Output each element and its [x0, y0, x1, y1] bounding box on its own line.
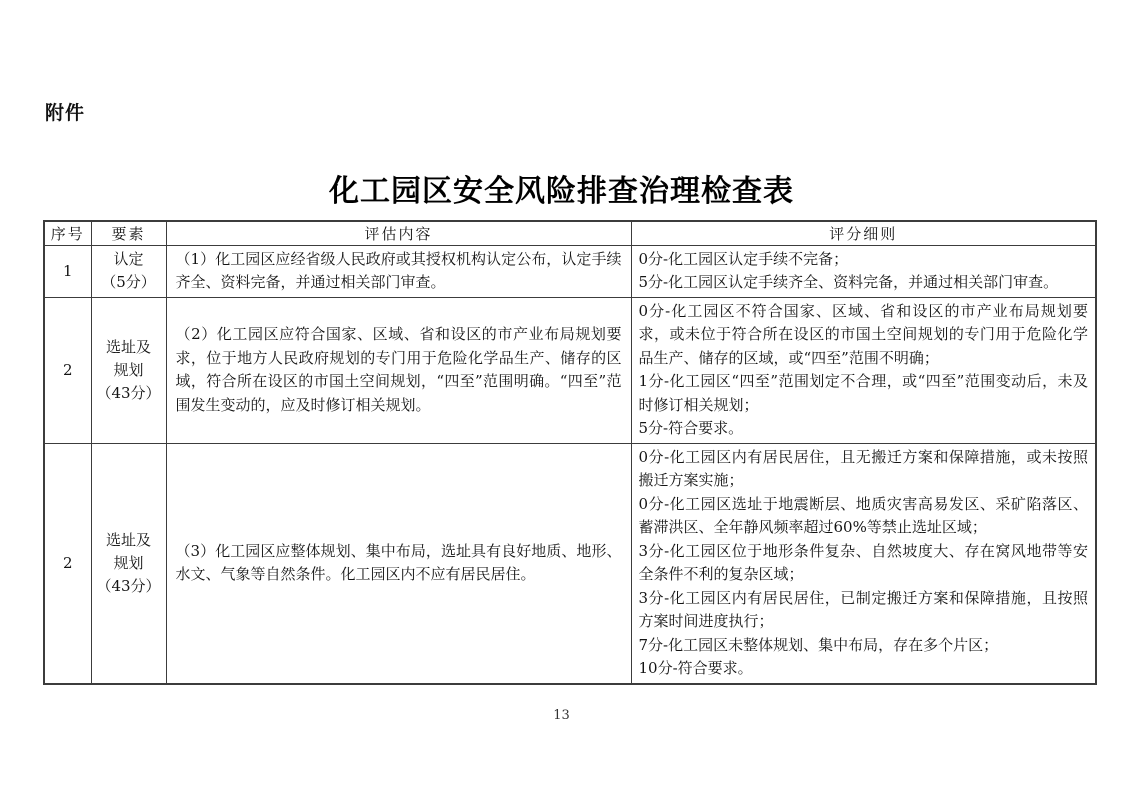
cell-assess-content: （1）化工园区应经省级人民政府或其授权机构认定公布，认定手续齐全、资料完备，并通过相关部门审查。 [166, 245, 631, 297]
page-number: 13 [553, 708, 570, 723]
cell-scoring-rules: 0分-化工园区不符合国家、区域、省和设区的市产业布局规划要求，或未位于符合所在设区的市国土空间规划的专门用于危险化学品生产、储存的区域，或“四至”范围不明确； 1分-化工园区“四至”范围划定不合理，或“四至”范围变动后，未及时修订相关规划； 5分-符合要求。 [631, 297, 1096, 443]
header-cell-element: 要素 [91, 221, 166, 245]
header-cell-content: 评估内容 [166, 221, 631, 245]
cell-assess-content: （2）化工园区应符合国家、区域、省和设区的市产业布局规划要求，位于地方人民政府规划的专门用于危险化学品生产、储存的区域，符合所在设区的市国土空间规划，“四至”范围明确。“四至”范围发生变动的，应及时修订相关规划。 [166, 297, 631, 443]
cell-scoring-rules: 0分-化工园区内有居民居住，且无搬迁方案和保障措施，或未按照搬迁方案实施； 0分-化工园区选址于地震断层、地质灾害高易发区、采矿陷落区、蓄滞洪区、全年静风频率超过60%等禁止选址区域； 3分-化工园区位于地形条件复杂、自然坡度大、存在窝风地带等安全条件不利的复杂区域； 3分-化工园区内有居民居住，已制定搬迁方案和保障措施，且按照方案时间进度执行； 7分-化工园区未整体规划、集中布局，存在多个片区； 10分-符合要求。 [631, 443, 1096, 684]
cell-element: 选址及 规划 （43分） [91, 443, 166, 684]
header-cell-rules: 评分细则 [631, 221, 1096, 245]
table-row [44, 245, 1096, 297]
table-header-row [44, 221, 1096, 245]
cell-assess-content: （3）化工园区应整体规划、集中布局，选址具有良好地质、地形、水文、气象等自然条件。化工园区内不应有居民居住。 [166, 443, 631, 684]
cell-scoring-rules: 0分-化工园区认定手续不完备； 5分-化工园区认定手续齐全、资料完备，并通过相关部门审查。 [631, 245, 1096, 297]
table-row [44, 443, 1096, 684]
cell-row-number: 2 [44, 443, 91, 684]
header-cell-no: 序号 [44, 221, 91, 245]
table-row [44, 297, 1096, 443]
cell-row-number: 2 [44, 297, 91, 443]
cell-row-number: 1 [44, 245, 91, 297]
page-title: 化工园区安全风险排查治理检查表 [329, 174, 794, 209]
cell-element: 选址及 规划 （43分） [91, 297, 166, 443]
cell-element: 认定 （5分） [91, 245, 166, 297]
checklist-table [43, 220, 1097, 685]
attachment-label: 附件 [45, 102, 86, 124]
